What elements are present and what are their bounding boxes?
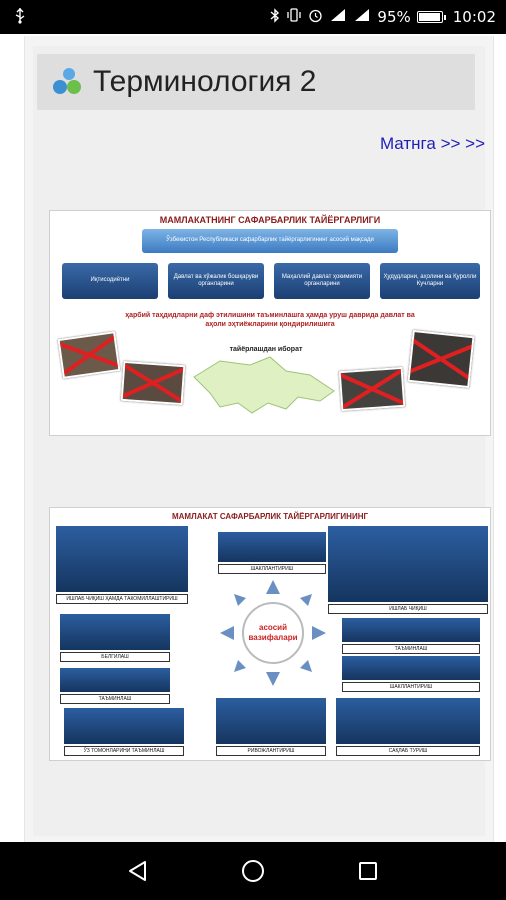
slide2-box xyxy=(336,698,480,744)
slide2-title: МАМЛАКАТ САФАРБАРЛИК ТАЙЁРГАРЛИГИНИНГ xyxy=(171,512,368,521)
slide2-box xyxy=(64,708,184,744)
page-title: Терминология 2 xyxy=(93,65,317,98)
page-body xyxy=(33,46,485,836)
recents-button[interactable] xyxy=(348,851,388,891)
home-button[interactable] xyxy=(233,851,273,891)
cell-signal-icon xyxy=(329,8,347,26)
slide2-box xyxy=(342,618,480,642)
slide1-box: Давлат ва хўжалик бошқаруви органларини xyxy=(168,263,264,299)
crossed-photo xyxy=(339,367,406,411)
alarm-icon xyxy=(308,8,323,27)
wifi-signal-icon xyxy=(353,8,371,26)
crossed-photo xyxy=(407,330,474,388)
battery-fill xyxy=(419,13,440,21)
users-icon xyxy=(53,68,83,96)
slide2-box xyxy=(328,526,488,602)
slide2-box xyxy=(342,656,480,680)
slide2-label: ТАЪМИНЛАШ xyxy=(342,644,480,654)
slide1-box: Маҳаллий давлат ҳокимияти органларини xyxy=(274,263,370,299)
slide2-box xyxy=(60,668,170,692)
web-content[interactable] xyxy=(0,34,506,842)
slide1-map-caption: тайёрлашдан иборат xyxy=(229,345,303,353)
usb-icon xyxy=(14,8,26,27)
slide2-box xyxy=(218,532,326,562)
vibrate-icon xyxy=(286,8,302,26)
slide1-red-text: ҳарбий таҳдидларни даф этилишини таъминлашга ҳамда уруш даврида давлат ва аҳоли эҳтиёжларини қондирилишига xyxy=(125,312,415,329)
recents-square-icon xyxy=(357,860,379,882)
slide2-label: ЎЗ ТОМОНЛАРИНИ ТАЪМИНЛАШ xyxy=(64,746,184,756)
slide1-box: Ҳудудларни, аҳолини ва Қуролли Кучларни xyxy=(380,263,480,299)
slide2-label: ИШЛАБ ЧИҚИШ ҲАМДА ТАКОМИЛЛАШТИРИШ xyxy=(56,594,188,604)
home-circle-icon xyxy=(241,859,265,883)
page-frame xyxy=(24,36,494,842)
crossed-photo xyxy=(57,331,120,379)
slide-image-2 xyxy=(49,507,491,761)
slide1-box: Иқтисодиётни xyxy=(62,263,158,299)
crossed-photo xyxy=(121,361,186,405)
slide1-title: МАМЛАКАТНИНГ САФАРБАРЛИК ТАЙЁРГАРЛИГИ xyxy=(159,215,381,225)
slide1-top-box: Ўзбекистон Республикаси сафарбарлик тайёргарлигининг асосий мақсади xyxy=(142,229,398,253)
slide2-center-text: асосий вазифалари xyxy=(248,623,298,643)
slide2-box xyxy=(216,698,326,744)
slide-image-1 xyxy=(49,210,491,436)
slide2-label: САҚЛАБ ТУРИШ xyxy=(336,746,480,756)
navigation-bar xyxy=(0,842,506,900)
slide2-label: РИВОЖЛАНТИРИШ xyxy=(216,746,326,756)
slide2-label: ШАКЛЛАНТИРИШ xyxy=(218,564,326,574)
back-button[interactable] xyxy=(118,851,158,891)
slide2-label: ИШЛАБ ЧИҚИШ xyxy=(328,604,488,614)
text-link[interactable]: Матнга >> >> xyxy=(379,134,485,153)
back-triangle-icon xyxy=(127,860,149,882)
slide2-box xyxy=(60,614,170,650)
uzbekistan-map xyxy=(190,347,340,419)
clock: 10:02 xyxy=(452,8,496,26)
bluetooth-icon xyxy=(270,8,280,27)
slide2-label: ШАКЛЛАНТИРИШ xyxy=(342,682,480,692)
status-bar xyxy=(0,0,506,34)
slide2-box xyxy=(56,526,188,592)
battery-icon xyxy=(417,11,443,23)
slide2-label: БЕЛГИЛАШ xyxy=(60,652,170,662)
battery-percent: 95% xyxy=(377,8,411,26)
title-bar xyxy=(37,54,475,110)
slide2-label: ТАЪМИНЛАШ xyxy=(60,694,170,704)
